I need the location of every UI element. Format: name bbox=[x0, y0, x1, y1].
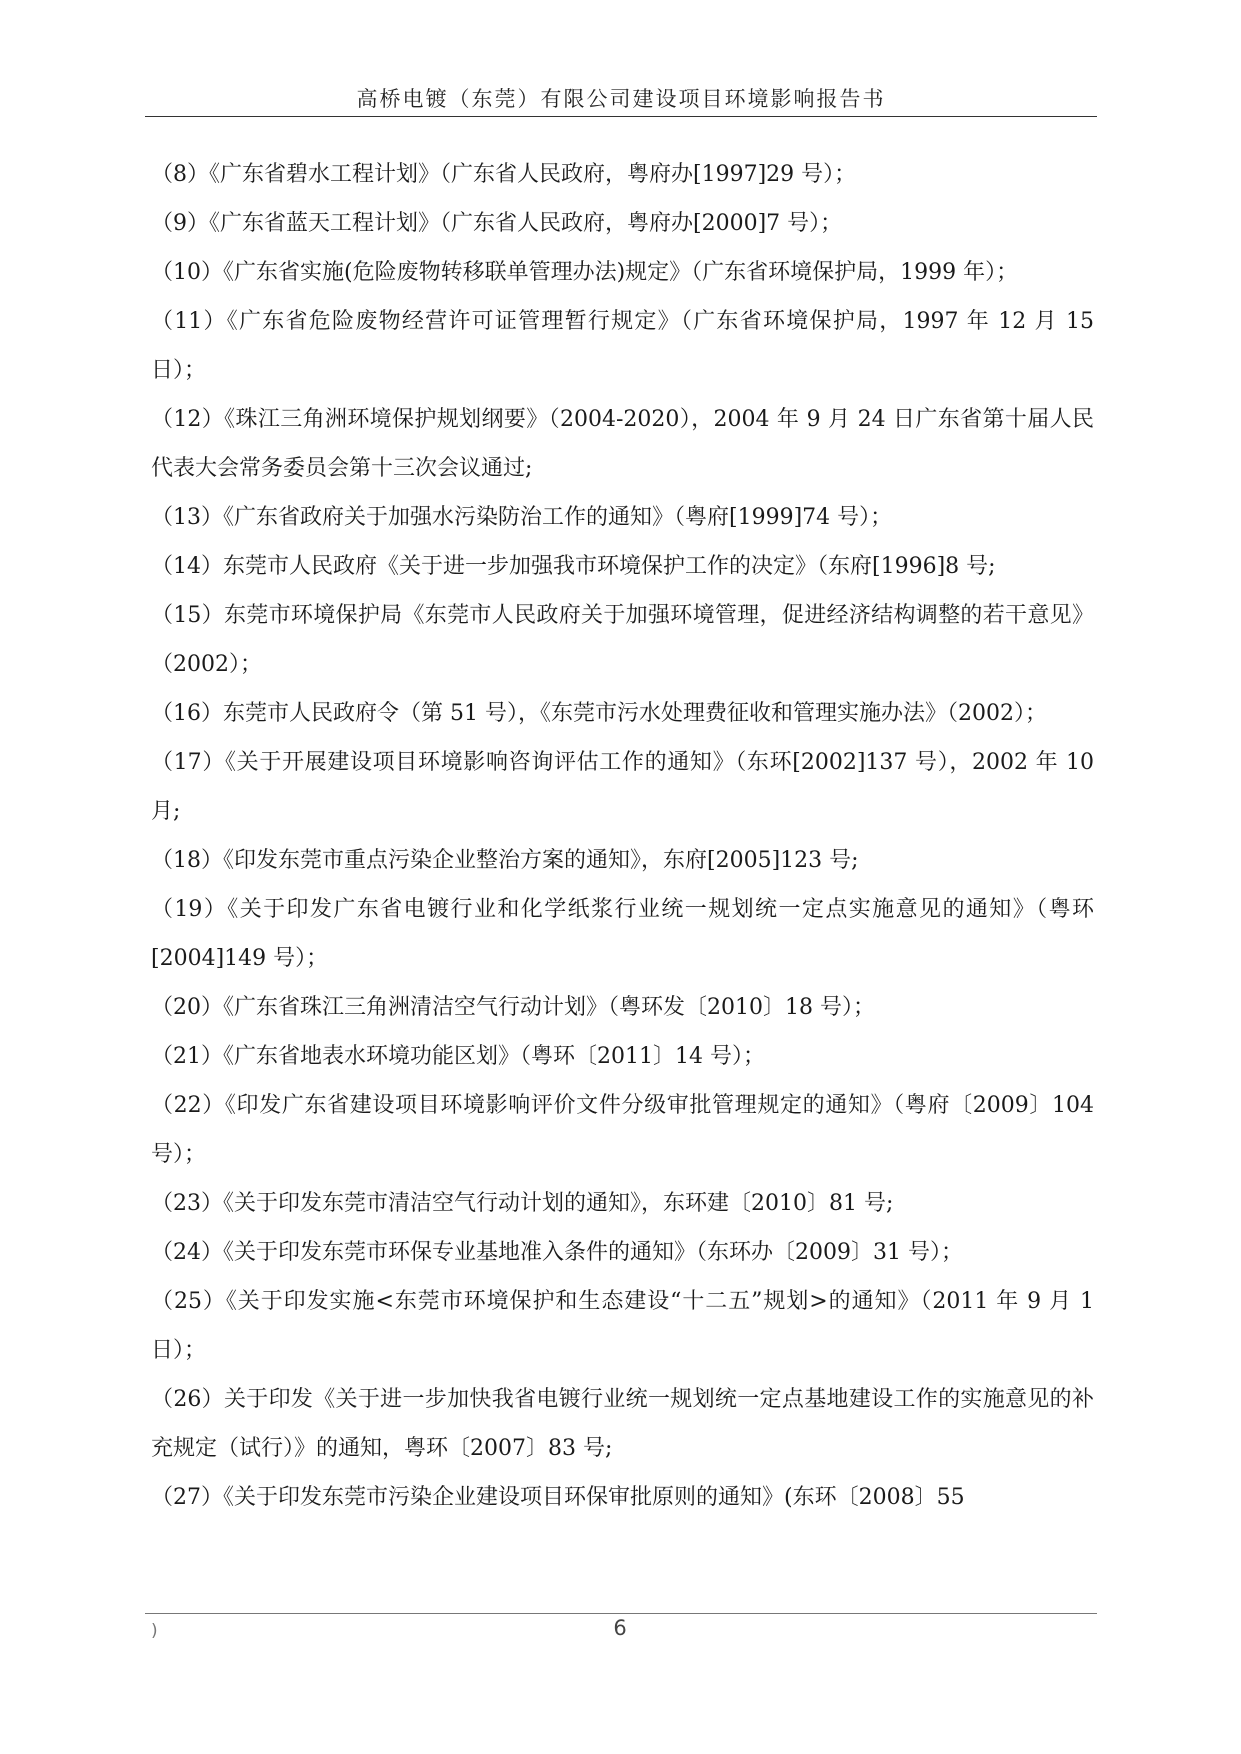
list-item: （15）东莞市环境保护局《东莞市人民政府关于加强环境管理，促进经济结构调整的若干意见》（2002）； bbox=[151, 603, 1094, 677]
list-item: （24）《关于印发东莞市环保专业基地准入条件的通知》（东环办〔2009〕31 号）； bbox=[151, 1240, 963, 1265]
list-item: （12）《珠江三角洲环境保护规划纲要》（2004-2020），2004 年 9 月 24 日广东省第十届人民代表大会常务委员会第十三次会议通过; bbox=[151, 407, 1094, 481]
list-item: （10）《广东省实施(危险废物转移联单管理办法)规定》（广东省环境保护局，1999 年）； bbox=[151, 260, 1019, 285]
footer-divider bbox=[145, 1613, 1097, 1614]
footer-mark: ) bbox=[151, 1621, 158, 1641]
page-header-title: 高桥电镀（东莞）有限公司建设项目环境影响报告书 bbox=[356, 87, 886, 111]
page-number: 6 bbox=[613, 1616, 627, 1640]
list-item: （16）东莞市人民政府令（第 51 号），《东莞市污水处理费征收和管理实施办法》（2002）； bbox=[151, 701, 1047, 726]
list-item: （17）《关于开展建设项目环境影响咨询评估工作的通知》（东环[2002]137 号），2002 年 10 月; bbox=[151, 750, 1094, 824]
header-divider bbox=[145, 116, 1097, 117]
list-item: （8）《广东省碧水工程计划》（广东省人民政府，粤府办[1997]29 号）； bbox=[151, 162, 857, 187]
list-item: （18）《印发东莞市重点污染企业整治方案的通知》，东府[2005]123 号; bbox=[151, 848, 859, 873]
list-item: （14）东莞市人民政府《关于进一步加强我市环境保护工作的决定》（东府[1996]8 号; bbox=[151, 554, 996, 579]
list-item: （25）《关于印发实施<东莞市环境保护和生态建设“十二五”规划>的通知》（2011 年 9 月 1 日）； bbox=[151, 1289, 1094, 1363]
list-item: （19）《关于印发广东省电镀行业和化学纸浆行业统一规划统一定点实施意见的通知》（粤环[2004]149 号）； bbox=[151, 897, 1094, 971]
list-item: （23）《关于印发东莞市清洁空气行动计划的通知》，东环建〔2010〕81 号; bbox=[151, 1191, 894, 1216]
list-item: （20）《广东省珠江三角洲清洁空气行动计划》（粤环发〔2010〕18 号）； bbox=[151, 995, 875, 1020]
list-item: （11）《广东省危险废物经营许可证管理暂行规定》（广东省环境保护局，1997 年 12 月 15 日）； bbox=[151, 309, 1094, 383]
regulation-list bbox=[151, 150, 1094, 1522]
list-item: （26）关于印发《关于进一步加快我省电镀行业统一规划统一定点基地建设工作的实施意见的补充规定（试行）》的通知，粤环〔2007〕83 号; bbox=[151, 1387, 1094, 1461]
list-item: （9）《广东省蓝天工程计划》（广东省人民政府，粤府办[2000]7 号）； bbox=[151, 211, 843, 236]
list-item: （13）《广东省政府关于加强水污染防治工作的通知》（粤府[1999]74 号）； bbox=[151, 505, 893, 530]
list-item: （22）《印发广东省建设项目环境影响评价文件分级审批管理规定的通知》（粤府〔2009〕104 号）； bbox=[151, 1093, 1094, 1167]
list-item: （21）《广东省地表水环境功能区划》（粤环〔2011〕14 号）； bbox=[151, 1044, 765, 1069]
list-item: （27）《关于印发东莞市污染企业建设项目环保审批原则的通知》(东环〔2008〕55 bbox=[151, 1485, 965, 1510]
